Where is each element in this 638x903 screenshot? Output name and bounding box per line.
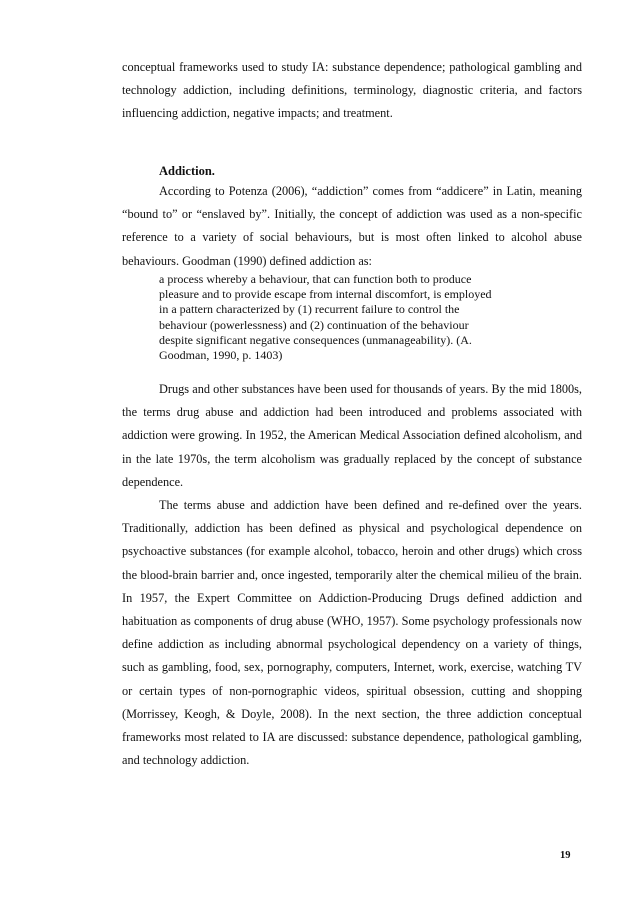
section-heading: Addiction. xyxy=(159,164,215,178)
quote-line: in a pattern characterized by (1) recurrent failure to control the xyxy=(159,302,460,317)
paragraph-history: Drugs and other substances have been used for thousands of years. By the mid 1800s, the terms drug abuse and addiction had been introduced and problems associated with addiction were growing. In 1952, the American Medical Association defined alcoholism, and in the late 1970s, the term alcoholism was gradually replaced by the concept of substance dependence. xyxy=(122,382,582,489)
block-quote xyxy=(159,272,499,363)
paragraph-definitions: The terms abuse and addiction have been defined and re-defined over the years. Traditionally, addiction has been defined as physical and psychological dependence on psychoactive substances (for example alcohol, tobacco, heroin and other drugs) which cross the blood-brain barrier and, once ingested, temporarily alter the chemical milieu of the brain. In 1957, the Expert Committee on Addiction-Producing Drugs defined addiction and habituation as components of drug abuse (WHO, 1957). Some psychology professionals now define addiction as including abnormal psychological dependency on a variety of things, such as gambling, food, sex, pornography, computers, Internet, work, exercise, watching TV or certain types of non-pornographic videos, spiritual obsession, cutting and shopping (Morrissey, Keogh, & Doyle, 2008). In the next section, the three addiction conceptual frameworks most related to IA are discussed: substance dependence, pathological gambling, and technology addiction. xyxy=(122,498,582,768)
quote-line: Goodman, 1990, p. 1403) xyxy=(159,348,283,363)
quote-line: behaviour (powerlessness) and (2) continuation of the behaviour xyxy=(159,317,469,332)
quote-line: pleasure and to provide escape from internal discomfort, is employed xyxy=(159,287,492,302)
quote-line: despite significant negative consequences (unmanageability). (A. xyxy=(159,332,472,347)
paragraph-etymology: According to Potenza (2006), “addiction” comes from “addicere” in Latin, meaning “bound to” or “enslaved by”. Initially, the concept of addiction was used as a non-specific reference to a variety of social behaviours, but is most often linked to alcohol abuse behaviours. Goodman (1990) defined addiction as: xyxy=(122,184,582,268)
intro-paragraph: conceptual frameworks used to study IA: substance dependence; pathological gambling and technology addiction, including definitions, terminology, diagnostic criteria, and factors influencing addiction, negative impacts; and treatment. xyxy=(122,60,582,121)
page-number: 19 xyxy=(560,850,571,861)
quote-line: a process whereby a behaviour, that can function both to produce xyxy=(159,272,472,286)
